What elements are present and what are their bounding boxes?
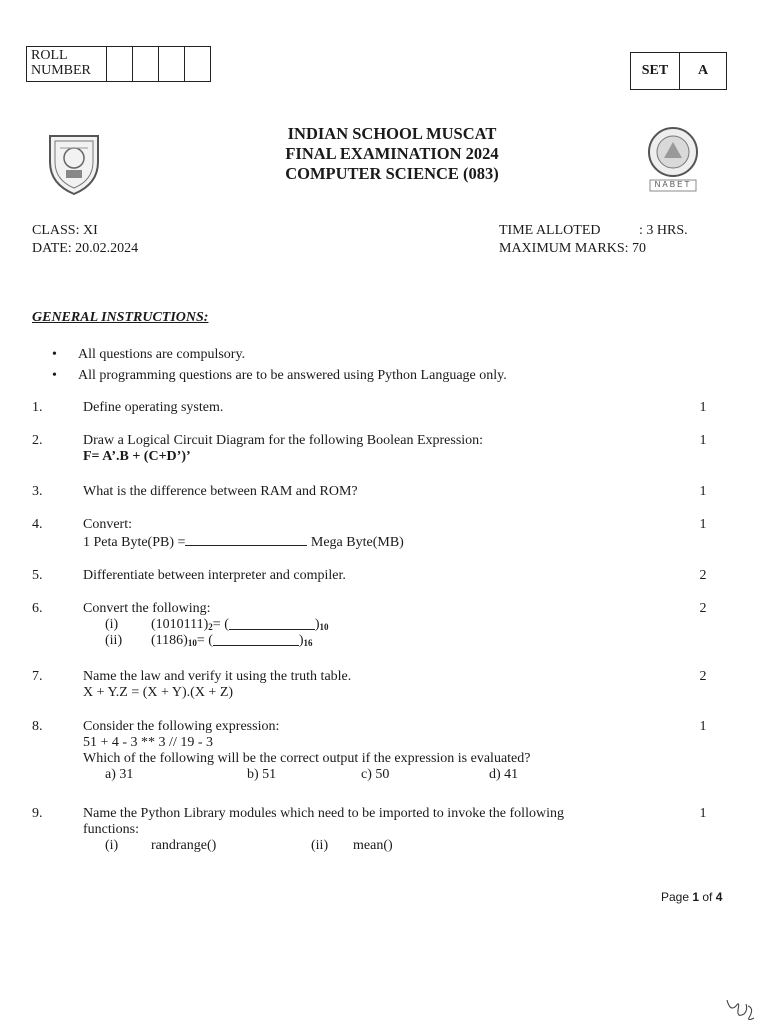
maximum-marks: MAXIMUM MARKS: 70 <box>499 241 647 256</box>
nabet-caption: NABET <box>654 180 692 189</box>
sub-question: (ii) (1186) 10 = ( ) 16 <box>105 633 313 648</box>
question-number: 3. <box>32 484 43 499</box>
set-box <box>630 52 727 90</box>
question-text: Consider the following expression: <box>83 719 280 734</box>
sub-question: (i) (1010111) 2 = ( ) 10 <box>105 617 329 632</box>
option-a[interactable]: a) 31 <box>105 767 134 782</box>
instruction-item: • All programming questions are to be answered using Python Language only. <box>52 368 507 383</box>
question-text-cont: functions: <box>83 822 139 837</box>
answer-blank[interactable] <box>213 633 299 646</box>
set-value: A <box>697 63 709 78</box>
question-number: 6. <box>32 601 43 616</box>
boolean-expression: F= A’.B + (C+D’)’ <box>83 449 191 464</box>
time-allotted: TIME ALLOTED : 3 HRS. <box>499 223 688 238</box>
class-info: CLASS: XI <box>32 223 98 238</box>
subject-title: COMPUTER SCIENCE (083) <box>285 164 499 183</box>
instruction-item: • All questions are compulsory. <box>52 347 246 362</box>
exam-title: FINAL EXAMINATION 2024 <box>285 144 499 163</box>
roll-number-cell[interactable] <box>185 47 210 81</box>
question-marks: 2 <box>699 669 707 684</box>
option-d[interactable]: d) 41 <box>489 767 519 782</box>
question-marks: 1 <box>699 806 707 821</box>
question-marks: 1 <box>699 400 707 415</box>
question-marks: 2 <box>699 568 707 583</box>
question-number: 4. <box>32 517 43 532</box>
question-text: Name the law and verify it using the truth table. <box>83 669 352 684</box>
exam-meta-right <box>499 222 688 258</box>
question-number: 5. <box>32 568 43 583</box>
general-instructions-title: GENERAL INSTRUCTIONS: <box>32 310 209 325</box>
question-marks: 2 <box>699 601 707 616</box>
answer-blank[interactable] <box>185 533 307 546</box>
question-prompt: Which of the following will be the correct output if the expression is evaluated? <box>83 751 531 766</box>
roll-number-cell[interactable] <box>133 47 159 81</box>
question-text: Name the Python Library modules which need to be imported to invoke the following <box>83 806 564 821</box>
question-marks: 1 <box>699 484 707 499</box>
set-label: SET <box>631 53 680 89</box>
roll-number-box <box>26 46 211 82</box>
roll-number-label: ROLL NUMBER <box>27 47 107 81</box>
instructions-list <box>52 344 507 386</box>
question-number: 1. <box>32 400 43 415</box>
sub-question: (i) randrange() (ii) mean() <box>105 838 393 853</box>
exam-header <box>0 124 768 184</box>
school-name: INDIAN SCHOOL MUSCAT <box>287 124 497 143</box>
question-text: What is the difference between RAM and ROM? <box>83 484 358 499</box>
question-text: Define operating system. <box>83 400 224 415</box>
option-b[interactable]: b) 51 <box>247 767 277 782</box>
python-expression: 51 + 4 - 3 ** 3 // 19 - 3 <box>83 735 213 750</box>
handwritten-signature-mark <box>724 992 760 1022</box>
question-marks: 1 <box>699 517 707 532</box>
question-text: Draw a Logical Circuit Diagram for the following Boolean Expression: <box>83 433 484 448</box>
law-expression: X + Y.Z = (X + Y).(X + Z) <box>83 685 234 700</box>
question-number: 2. <box>32 433 43 448</box>
question-text: Differentiate between interpreter and compiler. <box>83 568 346 583</box>
answer-options <box>83 767 643 783</box>
question-marks: 1 <box>699 719 707 734</box>
option-c[interactable]: c) 50 <box>361 767 390 782</box>
question-number: 9. <box>32 806 43 821</box>
question-number: 7. <box>32 669 43 684</box>
answer-blank[interactable] <box>229 617 315 630</box>
roll-number-cell[interactable] <box>107 47 133 81</box>
question-text: Convert the following: <box>83 601 211 616</box>
question-number: 8. <box>32 719 43 734</box>
exam-meta-left <box>32 222 138 258</box>
question-marks: 1 <box>699 433 707 448</box>
page-number: Page 1 of 4 <box>661 890 723 904</box>
question-text: Convert: <box>83 517 132 532</box>
date-info: DATE: 20.02.2024 <box>32 241 139 256</box>
roll-number-cell[interactable] <box>159 47 185 81</box>
conversion-line: 1 Peta Byte(PB) = Mega Byte(MB) <box>83 535 404 550</box>
